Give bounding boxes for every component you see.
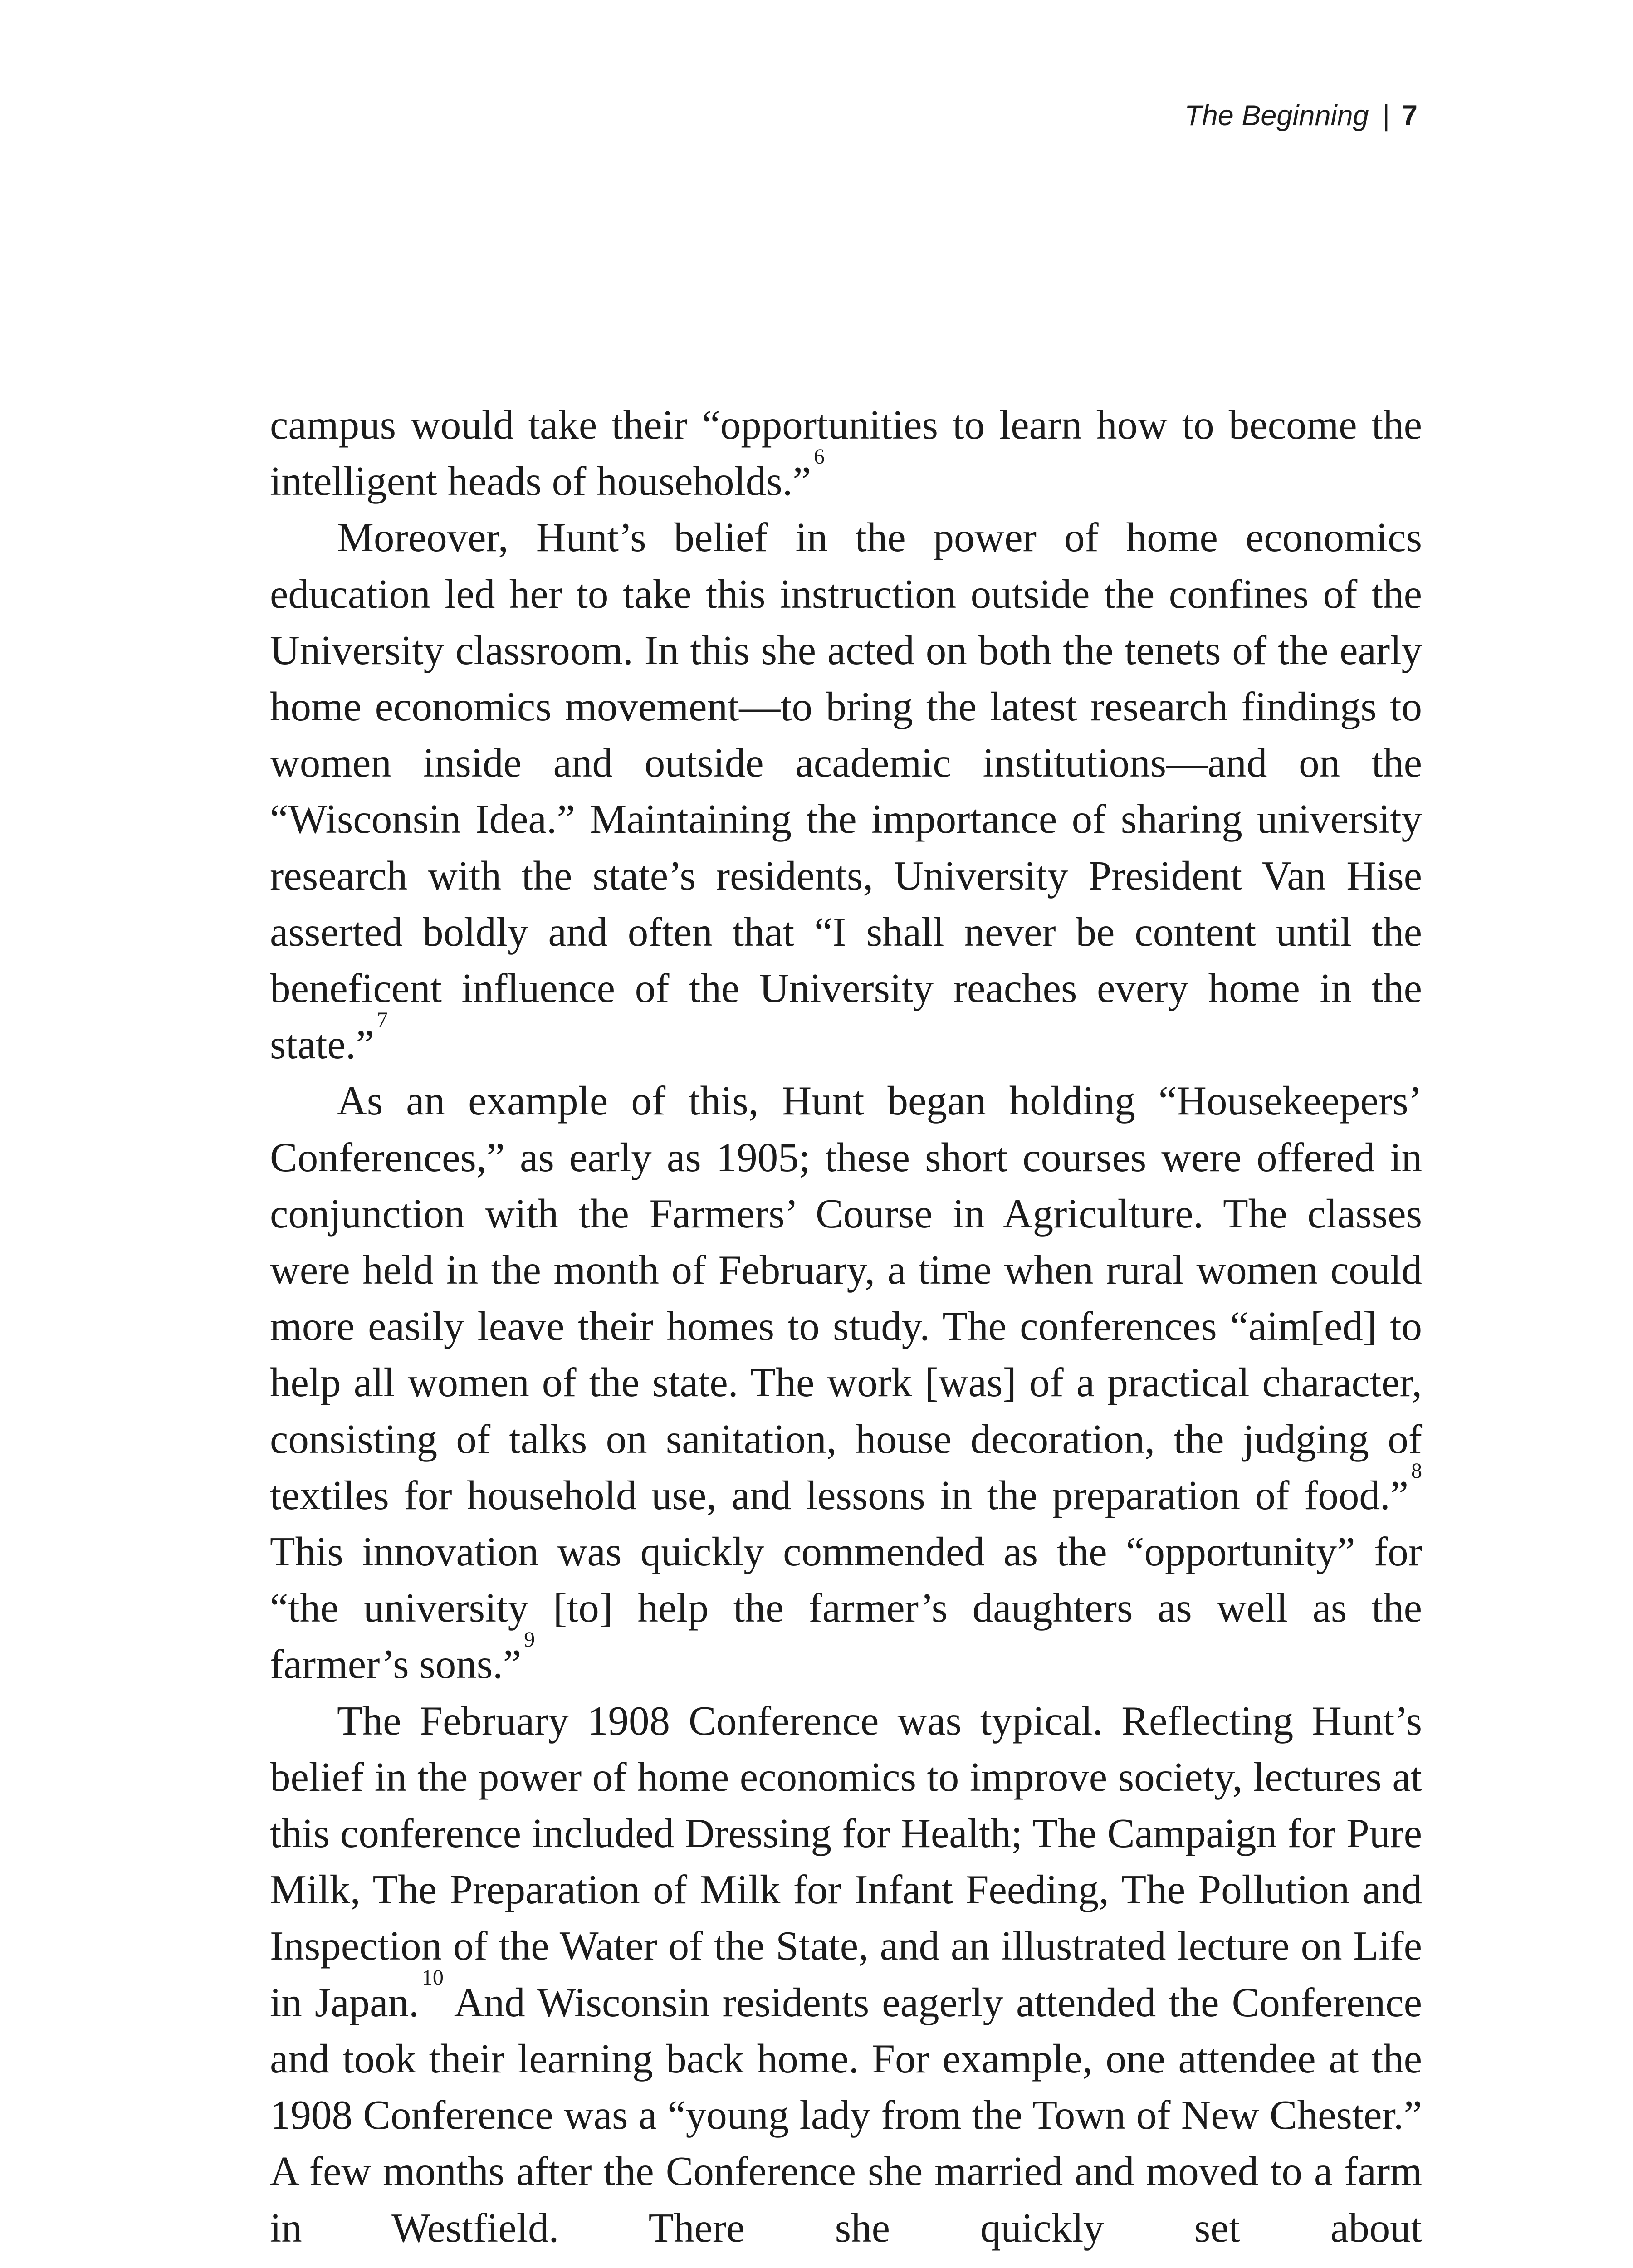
paragraph-text: This innovation was quickly commended as the “opportunity” for “the university [to] help the farmer’s daughters as well as the farmer’s sons.”: [270, 1529, 1422, 1687]
paragraph: [270, 1073, 1422, 1692]
footnote-ref: 8: [1411, 1458, 1422, 1483]
paragraph-text: And Wisconsin residents eagerly attended the Conference and took their learning back home. For example, one attendee at the 1908 Conference was a “young lady from the Town of New Chester.” A few months after the Conference she married and moved to a farm in Westfield. There she quickly set about: [270, 1979, 1422, 2251]
page-number: 7: [1401, 100, 1418, 132]
footnote-ref: 9: [524, 1628, 535, 1652]
body-text: [270, 397, 1422, 2256]
paragraph: [270, 509, 1422, 1073]
running-head-title: The Beginning: [1184, 100, 1369, 132]
running-head: [1184, 93, 1418, 138]
footnote-ref: 6: [813, 444, 825, 469]
footnote-ref: 10: [421, 1965, 444, 1990]
running-head-separator: |: [1382, 100, 1390, 132]
paragraph-text: As an example of this, Hunt began holding “Housekeepers’ Conferences,” as early as 1905; these short courses were offered in conjunction with the Farmers’ Course in Agriculture. The classes were held in the month of February, a time when rural women could more easily leave their homes to study. The conferences “aim[ed] to help all women of the state. The work [was] of a practical character, consisting of talks on sanitation, house decoration, the judging of textiles for household use, and lessons in the preparation of food.”: [270, 1078, 1422, 1518]
paragraph-continued: [270, 397, 1422, 509]
paragraph-text: Moreover, Hunt’s belief in the power of home economics education led her to take this instruction outside the confines of the University classroom. In this she acted on both the tenets of the early home economics movement—to bring the latest research findings to women inside and outside academic institutions—and on the “Wisconsin Idea.” Maintaining the importance of sharing university research with the state’s residents, University President Van Hise asserted boldly and often that “I shall never be content until the beneficent influence of the University reaches every home in the state.”: [270, 514, 1422, 1068]
paragraph-text: The February 1908 Conference was typical. Reflecting Hunt’s belief in the power of home economics to improve society, lectures at this conference included Dressing for Health; The Campaign for Pure Milk, The Preparation of Milk for Infant Feeding, The Pollution and Inspection of the Water of the State, and an illustrated lecture on Life in Japan.: [270, 1697, 1422, 2025]
paragraph-text: campus would take their “opportunities to learn how to become the intelligent heads of households.”: [270, 402, 1422, 504]
paragraph: [270, 1693, 1422, 2256]
footnote-ref: 7: [376, 1007, 388, 1032]
